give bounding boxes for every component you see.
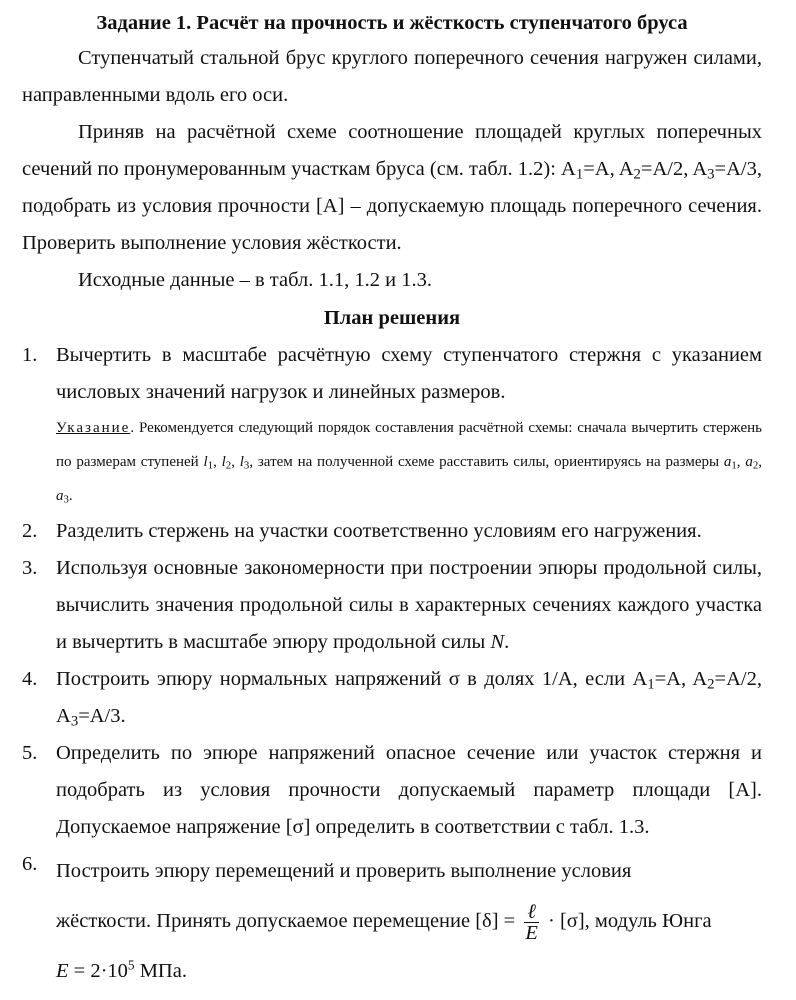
item-text: Разделить стержень на участки соответственно условиям его нагружения. bbox=[56, 520, 702, 542]
instruction-note: Указание. Рекомендуется следующий порядок составления расчётной схемы: сначала вычертить стержень по размерам ступеней $l_1$, $l_2$, $l_3$, затем на полученной схеме расставить силы, ориентируясь на размеры $a_1$, $a_2$, $a_3$. bbox=[56, 420, 762, 506]
note-label: Указание bbox=[56, 420, 131, 436]
item-number: 2. bbox=[22, 520, 38, 542]
item-number: 3. bbox=[22, 557, 38, 579]
plan-item-2 bbox=[22, 513, 762, 550]
item-number: 5. bbox=[22, 742, 38, 764]
fraction-l-over-e: $\frac{\text{ℓ}}{E}$ bbox=[525, 900, 538, 944]
intro-paragraph-3: Исходные данные – в табл. 1.1, 1.2 и 1.3. bbox=[78, 269, 432, 291]
plan-item-4 bbox=[22, 661, 762, 735]
item-number: 1. bbox=[22, 344, 38, 366]
intro-paragraph-1: Ступенчатый стальной брус круглого поперечного сечения нагружен силами, направленными вдоль его оси. bbox=[22, 47, 762, 106]
item-text: Вычертить в масштабе расчётную схему ступенчатого стержня с указанием числовых значений нагрузок и линейных размеров. bbox=[56, 344, 762, 403]
item-text: Построить эпюру нормальных напряжений σ в долях 1/A, если $A_1=A$, $A_2=A/2$, $A_3=A/3$. bbox=[56, 668, 762, 730]
document-page bbox=[22, 0, 762, 996]
item-number: 6. bbox=[22, 853, 38, 875]
plan-item-6 bbox=[22, 846, 762, 996]
item-text: Определить по эпюре напряжений опасное сечение или участок стержня и подобрать из условия прочности допускаемый параметр площади [A]. Допускаемое напряжение [σ] определить в соответствии с табл. 1.3. bbox=[56, 742, 762, 838]
page-title: Задание 1. Расчёт на прочность и жёсткость ступенчатого бруса bbox=[96, 12, 688, 34]
plan-item-1 bbox=[22, 337, 762, 411]
plan-title: План решения bbox=[323, 307, 461, 329]
item-text: Построить эпюру перемещений и проверить выполнение условия жёсткости. Принять допускаемое перемещение [δ] = $\frac{\text{ℓ}}{E}$ · [σ], модуль Юнга $E = 2\cdot 10^5$ МПа. bbox=[56, 860, 712, 982]
item-text: Используя основные закономерности при построении эпюры продольной силы, вычислить значения продольной силы в характерных сечениях каждого участка и вычертить в масштабе эпюру продольной силы N. bbox=[56, 557, 762, 653]
intro-paragraph-2: Приняв на расчётной схеме соотношение площадей круглых поперечных сечений по пронумерованным участкам бруса (см. табл. 1.2): $A_1=A$, $A_2=A/2$, $A_3=A/3$, подобрать из условия прочности [A] – допускаемую площадь поперечного сечения. Проверить выполнение условия жёсткости. bbox=[22, 121, 762, 254]
plan-item-3 bbox=[22, 550, 762, 661]
item-number: 4. bbox=[22, 668, 38, 690]
plan-item-5 bbox=[22, 735, 762, 846]
